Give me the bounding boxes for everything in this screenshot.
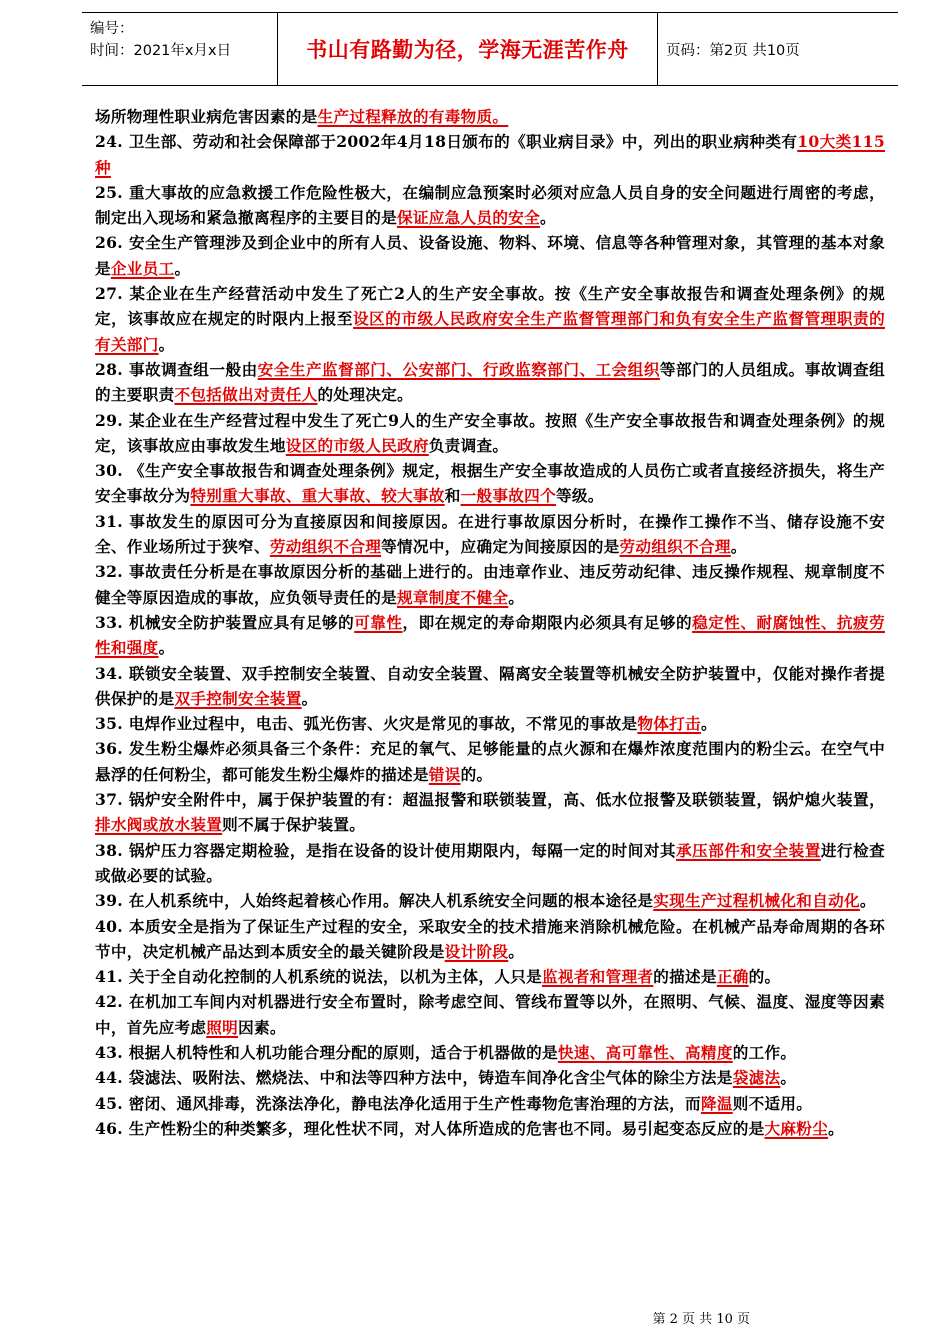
paragraph-text: 44. 袋滤法、吸附法、燃烧法、中和法等四种方法中，铸造车间净化含尘气体的除尘方法是 [95, 1068, 733, 1088]
paragraph-text: 24. 卫生部、劳动和社会保障部于2002年4月18日颁布的《职业病目录》中，列出的职业病种类有 [95, 132, 798, 152]
paragraph-text: 29. 某企业在生产经营过程中发生了死亡9人的生产安全事故。按照《生产安全事故报告和调查处理条例》的规定，该事故应由事故发生地 [95, 410, 885, 455]
question-paragraph [95, 104, 885, 129]
paragraph-text: 则不适用。 [732, 1093, 813, 1113]
answer-highlight: 保证应急人员的安全 [396, 208, 541, 228]
paragraph-text: 40. 本质安全是指为了保证生产过程的安全，采取安全的技术措施来消除机械危险。在机械产品寿命周期的各环节中，决定机械产品达到本质安全的最关键阶段是 [95, 916, 885, 961]
paragraph-text: 30. 《生产安全事故报告和调查处理条例》规定，根据生产安全事故造成的人员伤亡或者直接经济损失，将生产安全事故分为 [95, 461, 885, 506]
answer-highlight: 物体打击 [637, 714, 701, 734]
answer-highlight: 稳定性、耐腐蚀性、抗疲劳性和强度 [95, 612, 885, 658]
paragraph-text: 的。 [460, 764, 493, 784]
answer-highlight: 大麻粉尘 [764, 1118, 829, 1138]
answer-highlight: 特别重大事故、重大事故、较大事故 [190, 486, 445, 506]
paragraph-text: 。 [859, 891, 876, 911]
paragraph-text: 42. 在机加工车间内对机器进行安全布置时，除考虑空间、管线布置等以外，在照明、气候、温度、湿度等因素中，首先应考虑 [95, 992, 885, 1037]
paragraph-text: 32. 事故责任分析是在事故原因分析的基础上进行的。由违章作业、违反劳动纪律、违反操作规程、规章制度不健全等原因造成的事故，应负领导责任的是 [95, 562, 885, 607]
paragraph-text: 43. 根据人机特性和人机功能合理分配的原则，适合于机器做的是 [95, 1042, 558, 1062]
header-meta [82, 13, 278, 85]
paragraph-text: 46. 生产性粉尘的种类繁多，理化性状不同，对人体所造成的危害也不同。易引起变态反应的是 [95, 1118, 765, 1138]
question-paragraph [95, 357, 885, 408]
paragraph-text: 。 [780, 1068, 797, 1088]
question-paragraph [95, 1040, 885, 1065]
question-paragraph [95, 888, 885, 913]
answer-highlight: 可靠性 [354, 612, 403, 632]
serial-number-label: 编号： [90, 21, 134, 37]
answer-highlight: 10大类115种 [95, 132, 885, 177]
question-paragraph [95, 458, 885, 509]
paragraph-text: 。 [174, 258, 191, 278]
paragraph-text: 31. 事故发生的原因可分为直接原因和间接原因。在进行事故原因分析时，在操作工操作不当、储存设施不安全、作业场所过于狭窄、 [95, 511, 885, 557]
paragraph-text: 等部门的人员组成。事故调查组的主要职责 [95, 359, 885, 405]
paragraph-text: 的工作。 [732, 1042, 797, 1062]
answer-highlight: 排水阀或放水装置 [95, 815, 223, 835]
answer-highlight: 规章制度不健全 [396, 587, 509, 607]
paragraph-text: 34. 联锁安全装置、双手控制安全装置、自动安全装置、隔离安全装置等机械安全防护装置中，仅能对操作者提供保护的是 [95, 663, 885, 708]
paragraph-text: 27. 某企业在生产经营活动中发生了死亡2人的生产安全事故。按《生产安全事故报告和调查处理条例》的规定，该事故应在规定的时限内上报至 [95, 284, 885, 329]
date-label: 时间：2021年x月x日 [90, 43, 232, 59]
paragraph-text: 39. 在人机系统中，人始终起着核心作用。解决人机系统安全问题的根本途径是 [95, 891, 654, 911]
paragraph-text: 37. 锅炉安全附件中，属于保护装置的有：超温报警和联锁装置，高、低水位报警及联锁装置，锅炉熄火装置， [95, 790, 885, 810]
paragraph-text: 28. 事故调查组一般由 [95, 359, 258, 379]
answer-highlight: 企业员工 [110, 258, 175, 278]
question-paragraph [95, 509, 885, 560]
paragraph-text: 负责调查。 [428, 435, 509, 455]
answer-highlight: 一般事故四个 [460, 486, 556, 506]
question-paragraph [95, 408, 885, 459]
answer-highlight: 安全生产监督部门、公安部门、行政监察部门、工会组织 [257, 359, 660, 379]
header-page-info: 页码：第2页 共10页 [666, 42, 800, 59]
paragraph-text: 。 [158, 638, 175, 658]
paragraph-text: 和 [444, 486, 461, 506]
paragraph-text: 。 [508, 587, 525, 607]
paragraph-text: 33. 机械安全防护装置应具有足够的 [95, 612, 355, 632]
answer-highlight: 实现生产过程机械化和自动化 [653, 891, 860, 911]
paragraph-text: 38. 锅炉压力容器定期检验，是指在设备的设计使用期限内，每隔一定的时间对其 [95, 840, 677, 860]
answer-highlight: 袋滤法 [732, 1068, 781, 1088]
answer-highlight: 生产过程释放的有毒物质。 [317, 107, 509, 126]
paragraph-text: 则不属于保护装置。 [222, 815, 366, 835]
paragraph-text: 等情况中，应确定为间接原因的是 [381, 537, 620, 557]
answer-highlight: 正确 [716, 967, 749, 987]
paragraph-text: 41. 关于全自动化控制的人机系统的说法，以机为主体，人只是 [95, 967, 542, 987]
answer-highlight: 不包括做出对责任人 [174, 385, 318, 405]
answer-highlight: 劳动组织不合理 [619, 537, 731, 557]
question-paragraph [95, 1065, 885, 1090]
paragraph-text: 。 [828, 1118, 844, 1138]
paragraph-text: 。 [730, 537, 747, 557]
answer-highlight: 双手控制安全装置 [174, 688, 302, 708]
question-paragraph [95, 964, 885, 989]
paragraph-text: 35. 电焊作业过程中，电击、弧光伤害、火灾是常见的事故，不常见的事故是 [95, 714, 638, 734]
answer-highlight: 承压部件和安全装置 [676, 840, 821, 860]
paragraph-text: 的。 [748, 967, 781, 987]
answer-highlight: 错误 [428, 764, 461, 784]
question-paragraph [95, 661, 885, 712]
header-motto: 书山有路勤为径，学海无涯苦作舟 [278, 13, 658, 85]
page-footer: 第 2 页 共 10 页 [652, 1312, 750, 1327]
question-paragraph [95, 838, 885, 889]
paragraph-text: 。 [540, 208, 556, 228]
question-paragraph [95, 736, 885, 787]
question-paragraph [95, 230, 885, 281]
question-paragraph [95, 180, 885, 231]
question-paragraph [95, 1091, 885, 1116]
paragraph-text: 26. 安全生产管理涉及到企业中的所有人员、设备设施、物料、环境、信息等各种管理对象，其管理的基本对象是 [95, 233, 885, 278]
paragraph-text: 36. 发生粉尘爆炸必须具备三个条件：充足的氧气、足够能量的点火源和在爆炸浓度范围内的粉尘云。在空气中悬浮的任何粉尘，都可能发生粉尘爆炸的描述是 [95, 739, 885, 784]
question-paragraph [95, 914, 885, 965]
answer-highlight: 监视者和管理者 [542, 967, 654, 987]
question-paragraph [95, 787, 885, 838]
paragraph-text: 45. 密闭、通风排毒，洗涤法净化，静电法净化适用于生产性毒物危害治理的方法，而 [95, 1093, 701, 1113]
paragraph-text: 的处理决定。 [317, 385, 413, 405]
page-header [82, 12, 898, 86]
paragraph-text: 因素。 [238, 1017, 286, 1037]
answer-highlight: 照明 [206, 1017, 239, 1037]
question-paragraph [95, 281, 885, 357]
document-body [95, 104, 885, 1304]
paragraph-text: 等级。 [555, 486, 604, 506]
question-paragraph [95, 711, 885, 736]
question-paragraph [95, 129, 885, 180]
paragraph-text: 的描述是 [653, 967, 717, 987]
paragraph-text: 25. 重大事故的应急救援工作危险性极大，在编制应急预案时必须对应急人员自身的安全问题进行周密的考虑，制定出入现场和紧急撤离程序的主要目的是 [95, 182, 885, 228]
question-paragraph [95, 1116, 885, 1141]
answer-highlight: 设计阶段 [444, 941, 509, 961]
paragraph-text: 场所物理性职业病危害因素的是 [95, 107, 318, 126]
paragraph-text: 。 [508, 941, 525, 961]
paragraph-text: 进行检查或做必要的试验。 [95, 840, 885, 885]
paragraph-text: ，即在规定的寿命期限内必须具有足够的 [402, 612, 693, 632]
question-paragraph [95, 559, 885, 610]
answer-highlight: 快速、高可靠性、高精度 [557, 1042, 733, 1062]
answer-highlight: 劳动组织不合理 [269, 537, 382, 557]
paragraph-text: 。 [158, 334, 175, 354]
paragraph-text: 。 [700, 714, 717, 734]
question-paragraph [95, 610, 885, 661]
answer-highlight: 降温 [700, 1093, 733, 1113]
question-paragraph [95, 989, 885, 1040]
paragraph-text: 。 [301, 688, 318, 708]
answer-highlight: 设区的市级人民政府 [285, 435, 429, 455]
answer-highlight: 设区的市级人民政府安全生产监督管理部门和负有安全生产监督管理职责的有关部门 [95, 309, 885, 354]
